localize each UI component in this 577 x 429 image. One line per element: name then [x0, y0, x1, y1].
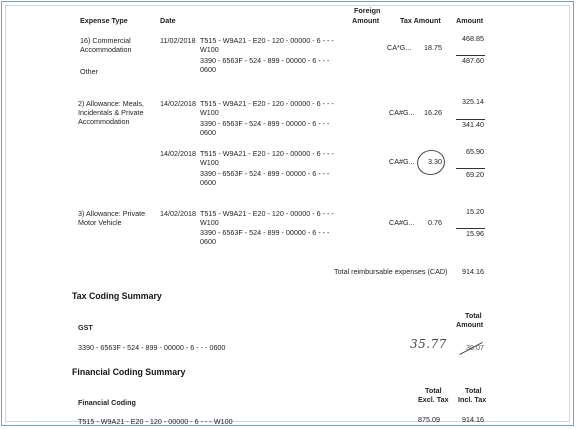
fin-incl-header-2: Incl. Tax	[458, 395, 487, 404]
fin-row-incl: 914.16	[462, 415, 484, 424]
row2-coding-1: T515 - W9A21 - E20 - 120 - 00000 - 6 - - -	[200, 99, 334, 108]
row3-sum-line	[456, 168, 485, 169]
total-reimbursable-label: Total reimbursable expenses (CAD)	[334, 267, 448, 276]
row4-type-line1: 3) Allowance: Private	[78, 209, 146, 218]
fin-row-excl: 875.09	[418, 415, 440, 424]
tax-summary-total-header-2: Amount	[456, 320, 484, 329]
tax-summary-total-header-1: Total	[465, 311, 482, 320]
header-foreign-2: Amount	[352, 16, 380, 25]
row1-amount-total: 487.60	[462, 56, 484, 65]
row1-tax-amount: 18.75	[424, 43, 442, 52]
row3-date: 14/02/2018	[160, 149, 196, 158]
row4-date: 14/02/2018	[160, 209, 196, 218]
row4-amount-top: 15.20	[466, 207, 484, 216]
header-amount: Amount	[456, 16, 484, 25]
row1-coding-4: 0600	[200, 65, 216, 74]
tax-summary-row-code: 3390 - 6563F - 524 - 899 - 00000 - 6 - - - 0600	[78, 343, 226, 352]
fin-excl-header-1: Total	[425, 386, 442, 395]
row3-coding-1: T515 - W9A21 - E20 - 120 - 00000 - 6 - - -	[200, 149, 334, 158]
row1-date: 11/02/2018	[160, 36, 196, 45]
row4-type-line2: Motor Vehicle	[78, 218, 122, 227]
row4-coding-4: 0600	[200, 237, 216, 246]
row1-coding-3: 3390 - 6563F - 524 - 899 - 00000 - 6 - - -	[200, 56, 330, 65]
row2-coding-2: W100	[200, 108, 219, 117]
row1-type-line1: 16) Commercial	[80, 36, 131, 45]
row2-type-line2: Incidentals & Private	[78, 108, 144, 117]
header-date: Date	[160, 16, 176, 25]
row1-tax-code: CA*G...	[387, 43, 412, 52]
row2-coding-3: 3390 - 6563F - 524 - 899 - 00000 - 6 - - -	[200, 119, 330, 128]
row2-amount-top: 325.14	[462, 97, 484, 106]
row1-extra-type: Other	[80, 67, 98, 76]
tax-summary-col-gst: GST	[78, 323, 93, 332]
row3-coding-2: W100	[200, 158, 219, 167]
fin-col-label: Financial Coding	[78, 398, 136, 407]
row2-amount-total: 341.40	[462, 120, 484, 129]
row1-coding-2: W100	[200, 45, 219, 54]
row2-type-line3: Accommodation	[78, 117, 130, 126]
fin-row-code: T515 - W9A21 - E20 - 120 - 00000 - 6 - - - W100	[78, 417, 233, 426]
row2-tax-code: CA#G...	[389, 108, 415, 117]
row4-tax-code: CA#G...	[389, 218, 415, 227]
row2-date: 14/02/2018	[160, 99, 196, 108]
row1-type-line2: Accommodation	[80, 45, 132, 54]
row3-coding-4: 0600	[200, 178, 216, 187]
row4-coding-2: W100	[200, 218, 219, 227]
row4-coding-3: 3390 - 6563F - 524 - 899 - 00000 - 6 - - -	[200, 228, 330, 237]
row3-coding-3: 3390 - 6563F - 524 - 899 - 00000 - 6 - - -	[200, 169, 330, 178]
row4-coding-1: T515 - W9A21 - E20 - 120 - 00000 - 6 - - -	[200, 209, 334, 218]
financial-coding-summary-title: Financial Coding Summary	[72, 367, 186, 377]
row3-tax-code: CA#G...	[389, 157, 415, 166]
tax-summary-row-value: 39.07	[466, 343, 484, 352]
total-reimbursable-value: 914.16	[462, 267, 484, 276]
fin-excl-header-2: Excl. Tax	[418, 395, 449, 404]
row4-tax-amount: 0.76	[428, 218, 442, 227]
row1-amount-top: 468.85	[462, 34, 484, 43]
row2-coding-4: 0600	[200, 128, 216, 137]
row3-tax-amount: 3.30	[428, 157, 442, 166]
row4-amount-total: 15.96	[466, 229, 484, 238]
header-expense-type: Expense Type	[80, 16, 128, 25]
header-foreign-1: Foreign	[354, 6, 381, 15]
row3-amount-total: 69.20	[466, 170, 484, 179]
tax-coding-summary-title: Tax Coding Summary	[72, 291, 162, 301]
row2-tax-amount: 16.26	[424, 108, 442, 117]
fin-incl-header-1: Total	[465, 386, 482, 395]
header-tax-amount: Tax Amount	[400, 16, 441, 25]
row3-amount-top: 65.90	[466, 147, 484, 156]
row2-type-line1: 2) Allowance: Meals,	[78, 99, 144, 108]
row1-coding-1: T515 - W9A21 - E20 - 120 - 00000 - 6 - - -	[200, 36, 334, 45]
handwritten-correction: 35.77	[410, 337, 447, 351]
